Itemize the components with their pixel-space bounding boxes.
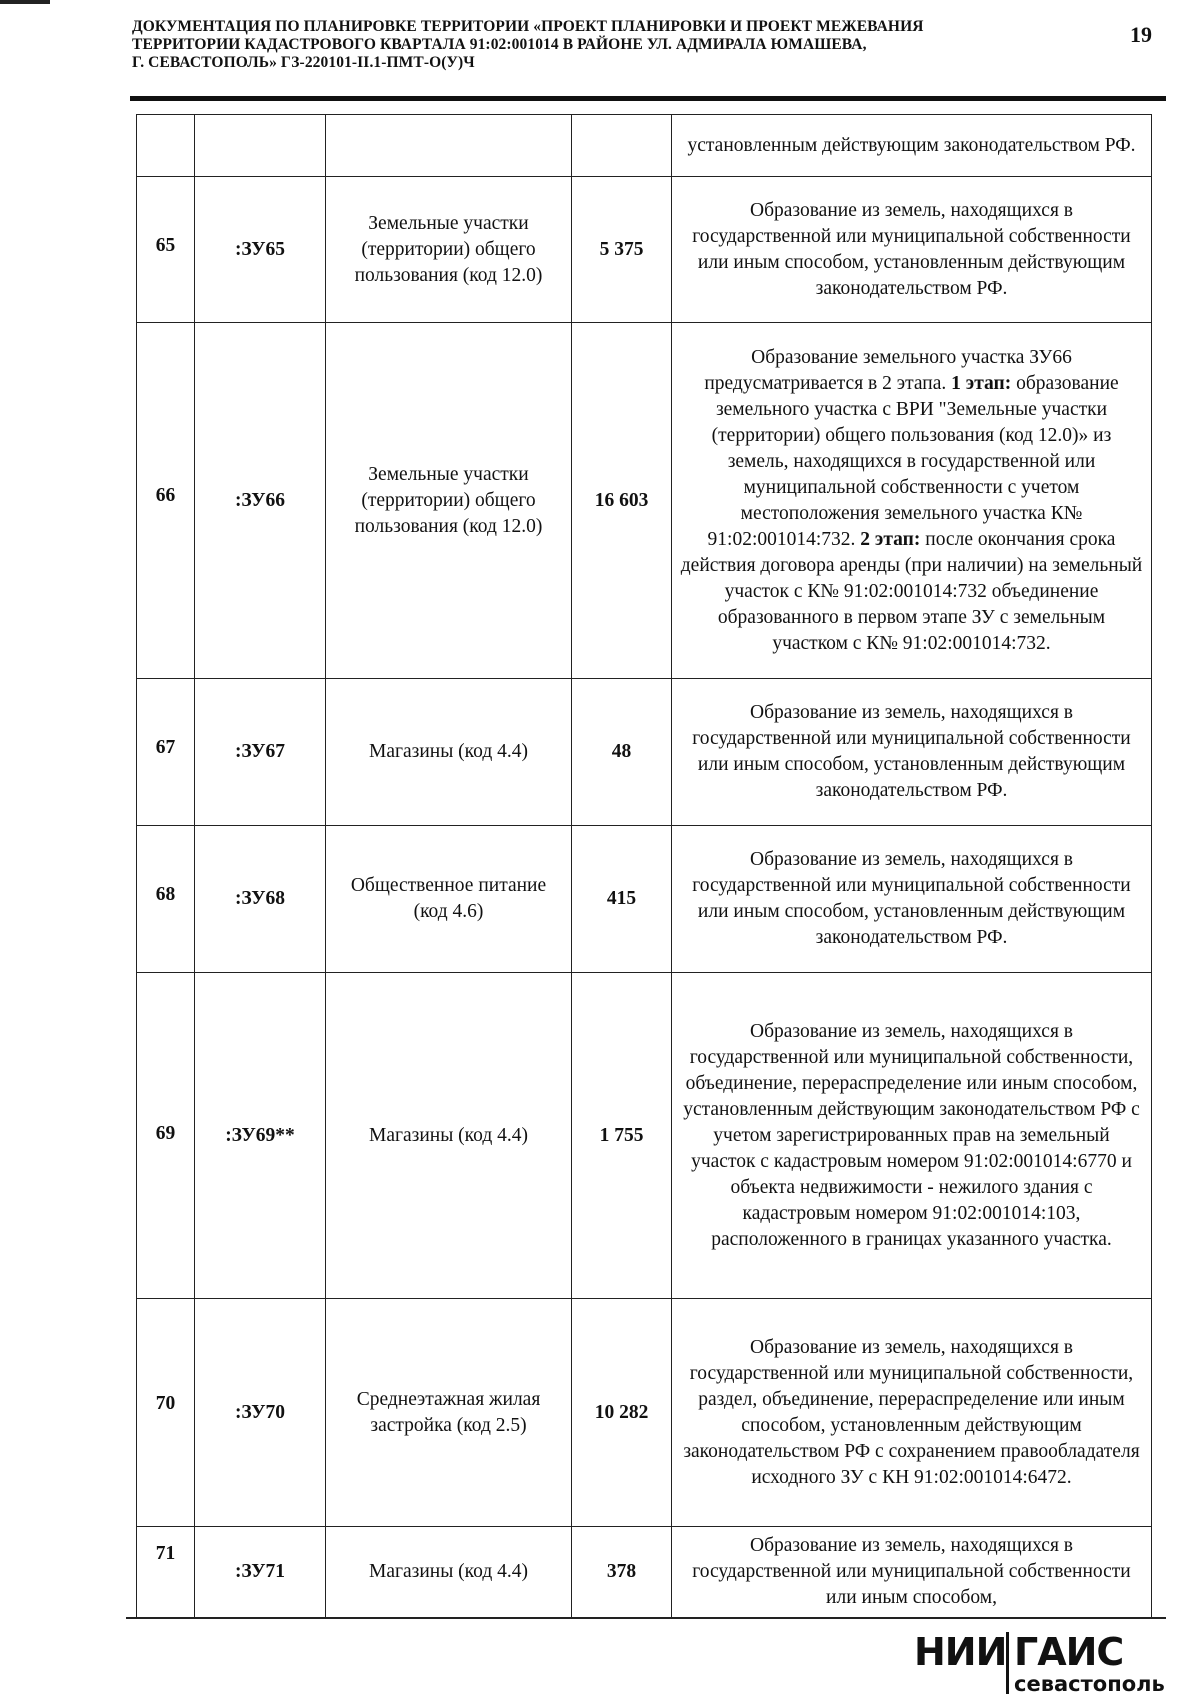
cell-note: Образование из земель, находящихся в государственной или муниципальной собственности или иным способом, установленным действующим законодательством РФ. <box>672 826 1152 973</box>
cell-num: 70 <box>137 1299 195 1527</box>
document-title <box>132 18 1062 72</box>
cell-num: 66 <box>137 323 195 679</box>
cell-note: Образование из земель, находящихся в государственной или муниципальной собственности или иным способом, установленным действующим законодательством РФ. <box>672 177 1152 323</box>
cell-name: Магазины (код 4.4) <box>326 973 572 1299</box>
logo-divider <box>1006 1632 1009 1694</box>
cell-code: :ЗУ71 <box>195 1527 326 1618</box>
note-text: Образование земельного участка ЗУ66 предусматривается в 2 этапа. <box>704 346 1072 394</box>
table-row-continuation <box>137 115 1152 177</box>
cell-name: Земельные участки (территории) общего пользования (код 12.0) <box>326 323 572 679</box>
cell-area: 1 755 <box>572 973 672 1299</box>
cell-code: :ЗУ65 <box>195 177 326 323</box>
cell-name: Магазины (код 4.4) <box>326 1527 572 1618</box>
cell-code: :ЗУ70 <box>195 1299 326 1527</box>
table-row <box>137 177 1152 323</box>
footer-rule <box>126 1617 1166 1619</box>
document-header <box>132 18 1092 72</box>
cell-code: :ЗУ68 <box>195 826 326 973</box>
logo-gais-text: ГАИС <box>1014 1630 1124 1674</box>
cell-area: 415 <box>572 826 672 973</box>
cell-num-empty <box>137 115 195 177</box>
note-text: образование земельного участка с ВРИ "Земельные участки (территории) общего пользования (код 12.0)» из земель, находящихся в государственной или муниципальной собственности с учетом местоположения земельного участка К№ 91:02:001014:732. <box>707 372 1119 550</box>
stage-1-label: 1 этап: <box>951 372 1012 394</box>
table-row <box>137 1299 1152 1527</box>
cell-area: 378 <box>572 1527 672 1618</box>
land-plots-table <box>136 114 1152 1618</box>
cell-code: :ЗУ66 <box>195 323 326 679</box>
cell-code-empty <box>195 115 326 177</box>
cell-code: :ЗУ69** <box>195 973 326 1299</box>
cell-area: 16 603 <box>572 323 672 679</box>
cell-name: Магазины (код 4.4) <box>326 679 572 826</box>
title-line-2: ТЕРРИТОРИИ КАДАСТРОВОГО КВАРТАЛА 91:02:001014 В РАЙОНЕ УЛ. АДМИРАЛА ЮМАШЕВА, <box>132 36 867 53</box>
cell-name: Земельные участки (территории) общего пользования (код 12.0) <box>326 177 572 323</box>
cell-num: 67 <box>137 679 195 826</box>
table-row <box>137 679 1152 826</box>
cell-note: Образование из земель, находящихся в государственной или муниципальной собственности или иным способом, установленным действующим законодательством РФ. <box>672 679 1152 826</box>
cell-note: Образование из земель, находящихся в государственной или муниципальной собственности, объединение, перераспределение или иным способом, установленным действующим законодательством РФ с учетом зарегистрированных прав на земельный участок с кадастровым номером 91:02:001014:6770 и объекта недвижимости - нежилого здания с кадастровым номером 91:02:001014:103, расположенного в границах указанного участка. <box>672 973 1152 1299</box>
logo-nii-text: НИИ <box>914 1630 1007 1674</box>
cell-area: 10 282 <box>572 1299 672 1527</box>
table-row <box>137 323 1152 679</box>
title-line-3: Г. СЕВАСТОПОЛЬ» ГЗ-220101-II.1-ПМТ-О(У)Ч <box>132 54 475 71</box>
table-row <box>137 1527 1152 1618</box>
note-text: после окончания срока действия договора аренды (при наличии) на земельный участок с К№ 91:02:001014:732 объединение образованного в первом этапе ЗУ с земельным участком с К№ 91:02:001014:732. <box>680 528 1143 654</box>
cell-note: Образование из земель, находящихся в государственной или муниципальной собственности или иным способом, <box>672 1527 1152 1618</box>
cell-area: 48 <box>572 679 672 826</box>
cell-num: 69 <box>137 973 195 1299</box>
cell-code: :ЗУ67 <box>195 679 326 826</box>
cell-name: Общественное питание (код 4.6) <box>326 826 572 973</box>
nii-gais-logo <box>914 1630 1174 1700</box>
logo-city-text: севастополь <box>1014 1672 1165 1696</box>
table-row <box>137 826 1152 973</box>
cell-num: 68 <box>137 826 195 973</box>
page-number: 19 <box>1130 22 1152 47</box>
cell-num: 65 <box>137 177 195 323</box>
header-rule <box>130 96 1166 101</box>
cell-name: Среднеэтажная жилая застройка (код 2.5) <box>326 1299 572 1527</box>
scan-corner-mark <box>0 0 50 4</box>
table-row <box>137 973 1152 1299</box>
cell-note: Образование из земель, находящихся в государственной или муниципальной собственности, раздел, объединение, перераспределение или иным способом, установленным действующим законодательством РФ с сохранением правообладателя исходного ЗУ с КН 91:02:001014:6472. <box>672 1299 1152 1527</box>
cell-name-empty <box>326 115 572 177</box>
title-line-1: ДОКУМЕНТАЦИЯ ПО ПЛАНИРОВКЕ ТЕРРИТОРИИ «ПРОЕКТ ПЛАНИРОВКИ И ПРОЕКТ МЕЖЕВАНИЯ <box>132 18 924 35</box>
cell-note <box>672 323 1152 679</box>
stage-2-label: 2 этап: <box>860 528 921 550</box>
cell-area-empty <box>572 115 672 177</box>
cell-num: 71 <box>137 1527 195 1618</box>
cell-area: 5 375 <box>572 177 672 323</box>
cell-note: установленным действующим законодательством РФ. <box>672 115 1152 177</box>
